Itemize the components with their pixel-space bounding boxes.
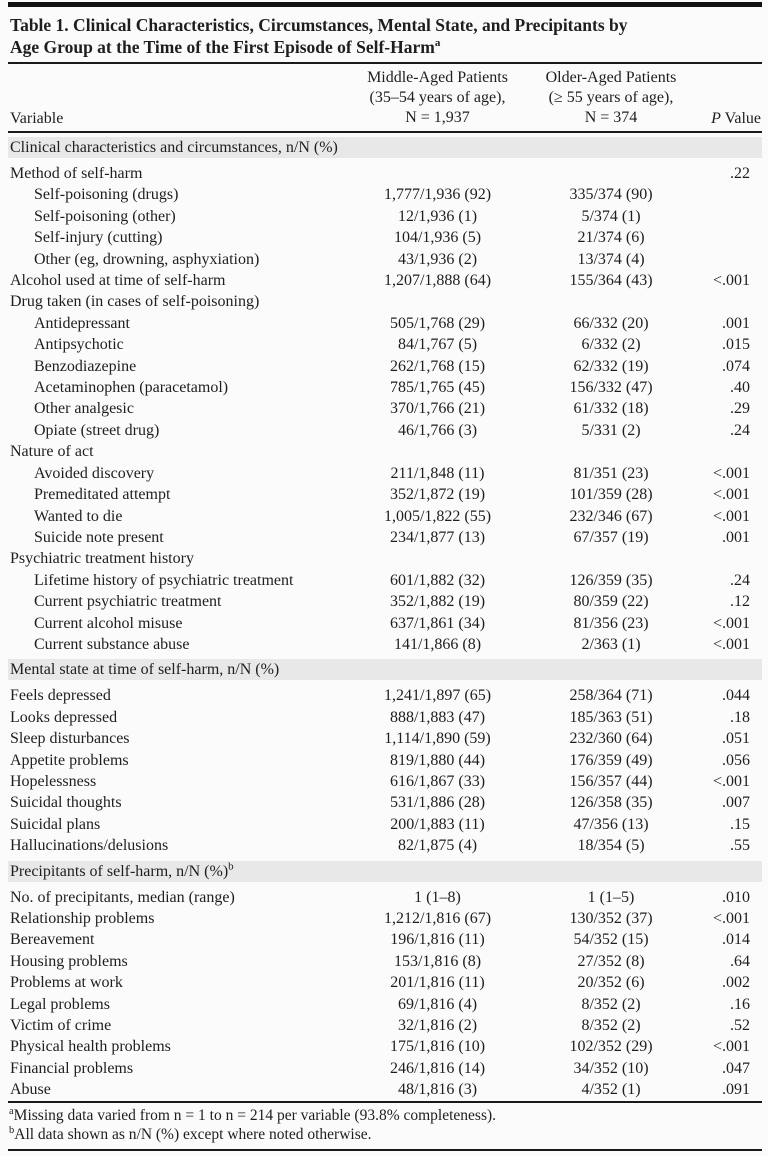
table-row <box>8 398 762 419</box>
table-title-line1: Table 1. Clinical Characteristics, Circumstances, Mental State, and Precipitants by <box>10 15 628 35</box>
row-value-older-aged: 1 (1–5) <box>587 888 635 906</box>
table-row <box>8 707 762 728</box>
row-p-value <box>692 291 762 312</box>
row-variable-label: Antidepressant <box>34 314 130 332</box>
section-header-label: Precipitants of self-harm, n/N (%) <box>10 862 229 880</box>
row-variable-label: Current substance abuse <box>34 635 190 653</box>
table-row <box>8 771 762 792</box>
footnote-b-text: All data shown as n/N (%) except where noted otherwise. <box>14 1125 372 1143</box>
row-value-middle-aged: 12/1,936 (1) <box>397 207 478 225</box>
row-p-value: <.001 <box>712 464 750 482</box>
column-header-middle-aged-line1: Middle-Aged Patients <box>367 69 508 86</box>
table-row <box>8 548 762 569</box>
row-variable-label: Relationship problems <box>10 910 155 927</box>
table-row <box>8 163 762 184</box>
row-variable-label: Feels depressed <box>10 687 111 705</box>
row-value-older-aged: 232/360 (64) <box>569 730 653 748</box>
table-row <box>8 972 762 993</box>
p-value-header-rest: Value <box>720 110 761 127</box>
row-p-value: <.001 <box>712 507 750 525</box>
data-table <box>8 64 762 1101</box>
row-value-middle-aged: 1,207/1,888 (64) <box>383 272 492 290</box>
footnote-a-superscript: a <box>9 1105 14 1117</box>
row-value-middle-aged: 370/1,766 (21) <box>389 400 486 418</box>
row-value-older-aged: 20/352 (6) <box>577 974 645 992</box>
table-row <box>8 291 762 312</box>
row-value-older-aged: 8/352 (2) <box>581 995 641 1013</box>
footnote-a-text: Missing data varied from n = 1 to n = 214 per variable (93.8% completeness). <box>13 1106 497 1124</box>
table-row <box>8 929 762 950</box>
table-row <box>8 463 762 484</box>
table-row <box>8 1079 762 1100</box>
row-value-middle-aged: 82/1,875 (4) <box>397 837 478 855</box>
row-variable-label: Current psychiatric treatment <box>34 593 222 611</box>
row-variable-label: Looks depressed <box>10 708 118 726</box>
row-p-value: .001 <box>722 314 750 332</box>
row-value-older-aged: 155/364 (43) <box>569 272 653 290</box>
row-variable-label: Sleep disturbances <box>10 730 130 748</box>
table-row <box>8 270 762 291</box>
section-header-cell <box>8 655 762 685</box>
row-variable-label: Suicidal plans <box>10 815 101 833</box>
section-header-label: Mental state at time of self-harm, n/N (%) <box>10 661 280 679</box>
row-value-middle-aged: 637/1,861 (34) <box>389 614 486 632</box>
table-row <box>8 484 762 505</box>
row-p-value: .044 <box>722 687 750 705</box>
row-value-older-aged: 130/352 (37) <box>569 910 653 927</box>
table-row <box>8 634 762 655</box>
row-p-value: .29 <box>730 400 750 418</box>
row-p-value: .010 <box>722 888 750 906</box>
row-variable-label: Premeditated attempt <box>34 486 171 504</box>
row-variable-label: Self-poisoning (drugs) <box>34 186 179 204</box>
row-value-middle-aged: 211/1,848 (11) <box>390 464 485 482</box>
row-variable-label: Hopelessness <box>10 772 97 790</box>
table-row <box>8 377 762 398</box>
table-figure <box>8 0 762 1151</box>
column-header-older-aged <box>530 64 692 132</box>
table-row <box>8 814 762 835</box>
row-value-middle-aged: 352/1,872 (19) <box>389 486 486 504</box>
row-variable-label: Wanted to die <box>34 507 123 525</box>
row-value-middle-aged: 819/1,880 (44) <box>389 751 486 769</box>
table-row <box>8 334 762 355</box>
table-row <box>8 1036 762 1057</box>
row-value-older-aged: 61/332 (18) <box>573 400 649 418</box>
table-row <box>8 420 762 441</box>
row-variable-label: Housing problems <box>10 952 128 970</box>
row-p-value: <.001 <box>712 486 750 504</box>
row-value-middle-aged: 888/1,883 (47) <box>389 708 486 726</box>
row-value-older-aged: 81/356 (23) <box>573 614 649 632</box>
row-value-middle-aged: 200/1,883 (11) <box>390 815 485 833</box>
row-p-value: <.001 <box>712 635 750 653</box>
row-p-value: .64 <box>730 952 750 970</box>
row-variable-label: Nature of act <box>10 443 94 461</box>
table-row <box>8 908 762 929</box>
section-header-row <box>8 655 762 685</box>
row-p-value: .002 <box>722 974 750 992</box>
row-variable-label: Appetite problems <box>10 751 129 769</box>
row-value-older-aged: 5/374 (1) <box>581 207 641 225</box>
row-value-middle-aged: 785/1,765 (45) <box>389 379 486 397</box>
row-value-older-aged <box>530 291 692 312</box>
row-value-older-aged: 47/356 (13) <box>573 815 649 833</box>
row-p-value <box>692 184 762 205</box>
table-body <box>8 132 762 1101</box>
row-variable-label: Self-poisoning (other) <box>34 207 176 225</box>
row-value-middle-aged: 201/1,816 (11) <box>390 974 485 992</box>
table-row <box>8 750 762 771</box>
row-value-middle-aged: 1,114/1,890 (59) <box>384 730 491 748</box>
row-value-middle-aged: 505/1,768 (29) <box>389 314 486 332</box>
table-title <box>8 7 762 64</box>
section-header <box>8 137 762 158</box>
row-variable-label: Drug taken (in cases of self-poisoning) <box>10 293 260 311</box>
column-header-older-aged-line2: (≥ 55 years of age), <box>548 89 674 106</box>
table-row <box>8 685 762 706</box>
row-value-older-aged: 80/359 (22) <box>573 593 649 611</box>
row-value-middle-aged: 104/1,936 (5) <box>393 229 482 247</box>
row-p-value: .047 <box>722 1059 750 1077</box>
table-row <box>8 441 762 462</box>
row-value-older-aged: 126/358 (35) <box>569 794 653 812</box>
row-p-value: .24 <box>730 421 750 439</box>
row-p-value: .18 <box>730 708 750 726</box>
row-p-value: .16 <box>730 995 750 1013</box>
table-row <box>8 1058 762 1079</box>
table-row <box>8 313 762 334</box>
row-value-older-aged: 156/332 (47) <box>569 379 653 397</box>
row-value-older-aged: 6/332 (2) <box>581 336 641 354</box>
row-value-middle-aged: 1 (1–8) <box>414 888 461 906</box>
row-value-older-aged <box>530 548 692 569</box>
row-variable-label: Victim of crime <box>10 1017 112 1035</box>
table-row <box>8 591 762 612</box>
row-value-middle-aged: 262/1,768 (15) <box>389 357 486 375</box>
row-value-middle-aged: 1,241/1,897 (65) <box>383 687 492 705</box>
column-header-row <box>8 64 762 132</box>
row-variable-label: Avoided discovery <box>34 464 155 482</box>
section-header-cell <box>8 132 762 163</box>
column-header-older-aged-line1: Older-Aged Patients <box>545 69 677 86</box>
row-variable-label: Antipsychotic <box>34 336 124 354</box>
footnote-b-superscript: b <box>9 1124 15 1136</box>
row-p-value: .074 <box>722 357 750 375</box>
column-header-p-value <box>692 64 762 132</box>
row-variable-label: Alcohol used at time of self-harm <box>10 272 226 290</box>
row-value-middle-aged: 46/1,766 (3) <box>397 421 478 439</box>
table-row <box>8 1015 762 1036</box>
row-variable-label: Acetaminophen (paracetamol) <box>34 379 229 397</box>
table-row <box>8 506 762 527</box>
row-variable-label: Problems at work <box>10 974 123 992</box>
column-header-middle-aged-line2: (35–54 years of age), <box>369 89 506 106</box>
section-header-cell <box>8 857 762 887</box>
row-value-older-aged: 258/364 (71) <box>569 687 653 705</box>
row-variable-label: Other analgesic <box>34 400 134 418</box>
table-row <box>8 994 762 1015</box>
row-value-older-aged: 66/332 (20) <box>573 314 649 332</box>
row-variable-label: Psychiatric treatment history <box>10 550 194 568</box>
row-value-older-aged: 101/359 (28) <box>569 486 653 504</box>
row-value-middle-aged: 234/1,877 (13) <box>389 528 486 546</box>
row-variable-label: No. of precipitants, median (range) <box>10 888 235 906</box>
row-value-middle-aged: 48/1,816 (3) <box>397 1081 478 1099</box>
row-value-middle-aged: 153/1,816 (8) <box>393 952 482 970</box>
row-value-middle-aged <box>345 548 530 569</box>
row-value-older-aged: 232/346 (67) <box>569 507 653 525</box>
row-value-older-aged: 67/357 (19) <box>573 528 649 546</box>
row-variable-label: Method of self-harm <box>10 165 143 182</box>
row-variable-label: Other (eg, drowning, asphyxiation) <box>34 250 260 268</box>
row-p-value: .091 <box>722 1081 750 1099</box>
row-variable-label: Abuse <box>10 1081 51 1099</box>
row-value-older-aged: 21/374 (6) <box>577 229 645 247</box>
row-p-value: .22 <box>730 165 750 182</box>
table-row <box>8 356 762 377</box>
table-row <box>8 527 762 548</box>
row-value-older-aged: 18/354 (5) <box>577 837 645 855</box>
row-value-middle-aged: 531/1,886 (28) <box>389 794 486 812</box>
row-value-older-aged: 62/332 (19) <box>573 357 649 375</box>
row-p-value: .12 <box>730 593 750 611</box>
column-header-older-aged-line3: N = 374 <box>584 109 638 126</box>
row-variable-label: Hallucinations/delusions <box>10 837 169 855</box>
row-value-middle-aged: 175/1,816 (10) <box>389 1038 486 1056</box>
row-value-middle-aged: 246/1,816 (14) <box>389 1059 486 1077</box>
row-value-middle-aged: 84/1,767 (5) <box>397 336 478 354</box>
row-p-value: <.001 <box>712 772 750 790</box>
row-value-older-aged <box>530 441 692 462</box>
footnote-b <box>9 1125 762 1144</box>
row-variable-label: Opiate (street drug) <box>34 421 160 439</box>
row-value-older-aged: 54/352 (15) <box>573 931 649 949</box>
section-header-row <box>8 132 762 163</box>
row-p-value: .051 <box>722 730 750 748</box>
row-value-older-aged: 102/352 (29) <box>569 1038 653 1056</box>
row-value-middle-aged <box>345 291 530 312</box>
row-variable-label: Financial problems <box>10 1059 134 1077</box>
row-p-value: .001 <box>722 528 750 546</box>
row-variable-label: Suicide note present <box>34 528 164 546</box>
table-row <box>8 835 762 856</box>
column-header-middle-aged <box>345 64 530 132</box>
row-value-older-aged: 185/363 (51) <box>569 708 653 726</box>
table-row <box>8 887 762 908</box>
row-p-value: .55 <box>730 837 750 855</box>
row-value-older-aged <box>530 163 692 184</box>
row-value-middle-aged: 1,005/1,822 (55) <box>383 507 492 525</box>
row-p-value: .15 <box>730 815 750 833</box>
column-header-variable: Variable <box>8 64 345 132</box>
table-row <box>8 206 762 227</box>
row-value-older-aged: 335/374 (90) <box>569 186 653 204</box>
row-p-value: <.001 <box>712 910 750 927</box>
row-variable-label: Physical health problems <box>10 1038 171 1056</box>
row-value-older-aged: 27/352 (8) <box>577 952 645 970</box>
table-row <box>8 227 762 248</box>
row-value-older-aged: 2/363 (1) <box>581 635 641 653</box>
row-variable-label: Benzodiazepine <box>34 357 137 375</box>
p-value-header-italic-p: P <box>711 110 721 127</box>
row-p-value <box>692 249 762 270</box>
table-row <box>8 728 762 749</box>
column-header-middle-aged-line3: N = 1,937 <box>405 109 470 126</box>
row-p-value: .014 <box>722 931 750 949</box>
row-value-older-aged: 176/359 (49) <box>569 751 653 769</box>
table-row <box>8 792 762 813</box>
row-value-middle-aged: 1,212/1,816 (67) <box>383 910 492 927</box>
row-variable-label: Legal problems <box>10 995 110 1013</box>
row-p-value: .52 <box>730 1017 750 1035</box>
table-row <box>8 184 762 205</box>
row-variable-label: Self-injury (cutting) <box>34 229 163 247</box>
row-p-value: <.001 <box>712 614 750 632</box>
row-variable-label: Suicidal thoughts <box>10 794 122 812</box>
table-row <box>8 951 762 972</box>
row-value-middle-aged: 1,777/1,936 (92) <box>383 186 492 204</box>
table-row <box>8 613 762 634</box>
row-p-value <box>692 206 762 227</box>
row-value-middle-aged <box>345 441 530 462</box>
table-title-superscript: a <box>434 37 441 50</box>
table-footnotes <box>8 1101 762 1151</box>
row-value-middle-aged: 196/1,816 (11) <box>390 931 485 949</box>
row-p-value: .056 <box>722 751 750 769</box>
row-value-middle-aged: 601/1,882 (32) <box>389 571 486 589</box>
row-value-older-aged: 156/357 (44) <box>569 772 653 790</box>
row-p-value: <.001 <box>712 1038 750 1056</box>
section-header-label: Clinical characteristics and circumstances, n/N (%) <box>10 139 338 156</box>
row-p-value <box>692 227 762 248</box>
row-p-value <box>692 441 762 462</box>
row-value-older-aged: 4/352 (1) <box>581 1081 641 1099</box>
row-value-older-aged: 8/352 (2) <box>581 1017 641 1035</box>
row-p-value: .007 <box>722 794 750 812</box>
row-variable-label: Lifetime history of psychiatric treatment <box>34 571 294 589</box>
table-row <box>8 249 762 270</box>
row-p-value: .24 <box>730 571 750 589</box>
section-header <box>8 659 762 680</box>
row-value-middle-aged: 43/1,936 (2) <box>397 250 478 268</box>
row-p-value: <.001 <box>712 272 750 290</box>
section-header-superscript: b <box>228 860 234 873</box>
footnote-a <box>9 1106 762 1125</box>
row-p-value <box>692 548 762 569</box>
row-value-middle-aged <box>345 163 530 184</box>
row-p-value: .015 <box>722 336 750 354</box>
row-value-older-aged: 5/331 (2) <box>581 421 641 439</box>
row-value-older-aged: 34/352 (10) <box>573 1059 649 1077</box>
row-value-middle-aged: 616/1,867 (33) <box>389 772 486 790</box>
row-value-older-aged: 81/351 (23) <box>573 464 649 482</box>
table-title-line2 <box>10 36 762 58</box>
section-header <box>8 861 762 882</box>
table-title-line2-text: Age Group at the Time of the First Episode of Self-Harm <box>10 37 435 57</box>
row-value-middle-aged: 32/1,816 (2) <box>397 1017 478 1035</box>
row-p-value: .40 <box>730 379 750 397</box>
row-variable-label: Bereavement <box>10 931 95 949</box>
row-value-middle-aged: 141/1,866 (8) <box>393 635 482 653</box>
row-value-middle-aged: 69/1,816 (4) <box>397 995 478 1013</box>
row-value-middle-aged: 352/1,882 (19) <box>389 593 486 611</box>
row-value-older-aged: 13/374 (4) <box>577 250 645 268</box>
row-value-older-aged: 126/359 (35) <box>569 571 653 589</box>
section-header-row <box>8 857 762 887</box>
row-variable-label: Current alcohol misuse <box>34 614 183 632</box>
table-row <box>8 570 762 591</box>
